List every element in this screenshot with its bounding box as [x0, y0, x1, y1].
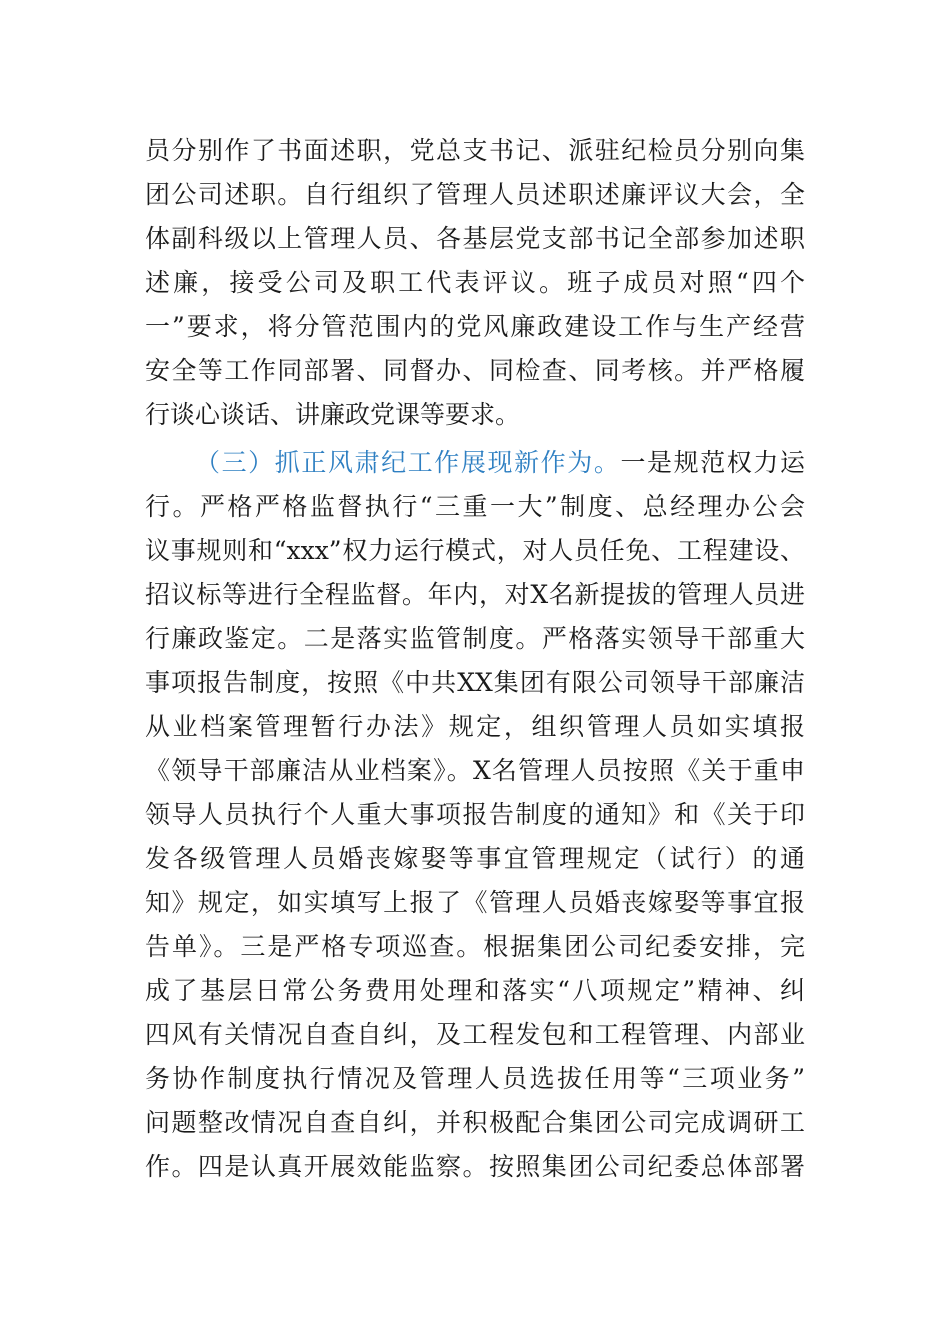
paragraph-line: 行廉政鉴定。二是落实监管制度。严格落实领导干部重大 [145, 624, 805, 653]
paragraph-line: 行谈心谈话、讲廉政党课等要求。 [145, 400, 521, 429]
paragraph-line: 述廉，接受公司及职工代表评议。班子成员对照“四个 [145, 268, 805, 297]
paragraph-line: 成了基层日常公务费用处理和落实“八项规定”精神、纠 [145, 976, 805, 1005]
paragraph-line: 体副科级以上管理人员、各基层党支部书记全部参加述职 [145, 224, 805, 253]
paragraph-line: 事项报告制度，按照《中共XX集团有限公司领导干部廉洁 [145, 668, 805, 697]
paragraph-line: 团公司述职。自行组织了管理人员述职述廉评议大会，全 [145, 180, 805, 209]
section-first-line [195, 443, 805, 483]
paragraph-line: 招议标等进行全程监督。年内，对X名新提拔的管理人员进 [145, 580, 805, 609]
paragraph-line: 告单》。三是严格专项巡查。根据集团公司纪委安排，完 [145, 932, 805, 961]
paragraph-line: 一”要求，将分管范围内的党风廉政建设工作与生产经营 [145, 312, 805, 341]
paragraph-line: 问题整改情况自查自纠，并积极配合集团公司完成调研工 [145, 1108, 805, 1137]
paragraph-line: 发各级管理人员婚丧嫁娶等事宜管理规定（试行）的通 [145, 844, 805, 873]
paragraph-line: 知》规定，如实填写上报了《管理人员婚丧嫁娶等事宜报 [145, 888, 805, 917]
paragraph-line: 员分别作了书面述职，党总支书记、派驻纪检员分别向集 [145, 136, 805, 165]
paragraph-line: 从业档案管理暂行办法》规定，组织管理人员如实填报 [145, 712, 805, 741]
paragraph-line: 议事规则和“xxx”权力运行模式，对人员任免、工程建设、 [145, 536, 805, 565]
section-first-line-text: 一是规范权力运 [620, 448, 805, 477]
paragraph-line: 安全等工作同部署、同督办、同检查、同考核。并严格履 [145, 356, 805, 385]
paragraph-line: 四风有关情况自查自纠，及工程发包和工程管理、内部业 [145, 1020, 805, 1049]
paragraph-line: 《领导干部廉洁从业档案》。X名管理人员按照《关于重申 [145, 756, 805, 785]
paragraph-line: 领导人员执行个人重大事项报告制度的通知》和《关于印 [145, 800, 805, 829]
section-heading: （三）抓正风肃纪工作展现新作为。 [195, 448, 621, 477]
paragraph-line: 行。严格严格监督执行“三重一大”制度、总经理办公会 [145, 492, 805, 521]
paragraph-line: 作。四是认真开展效能监察。按照集团公司纪委总体部署 [145, 1152, 805, 1181]
paragraph-line: 务协作制度执行情况及管理人员选拔任用等“三项业务” [145, 1064, 805, 1093]
